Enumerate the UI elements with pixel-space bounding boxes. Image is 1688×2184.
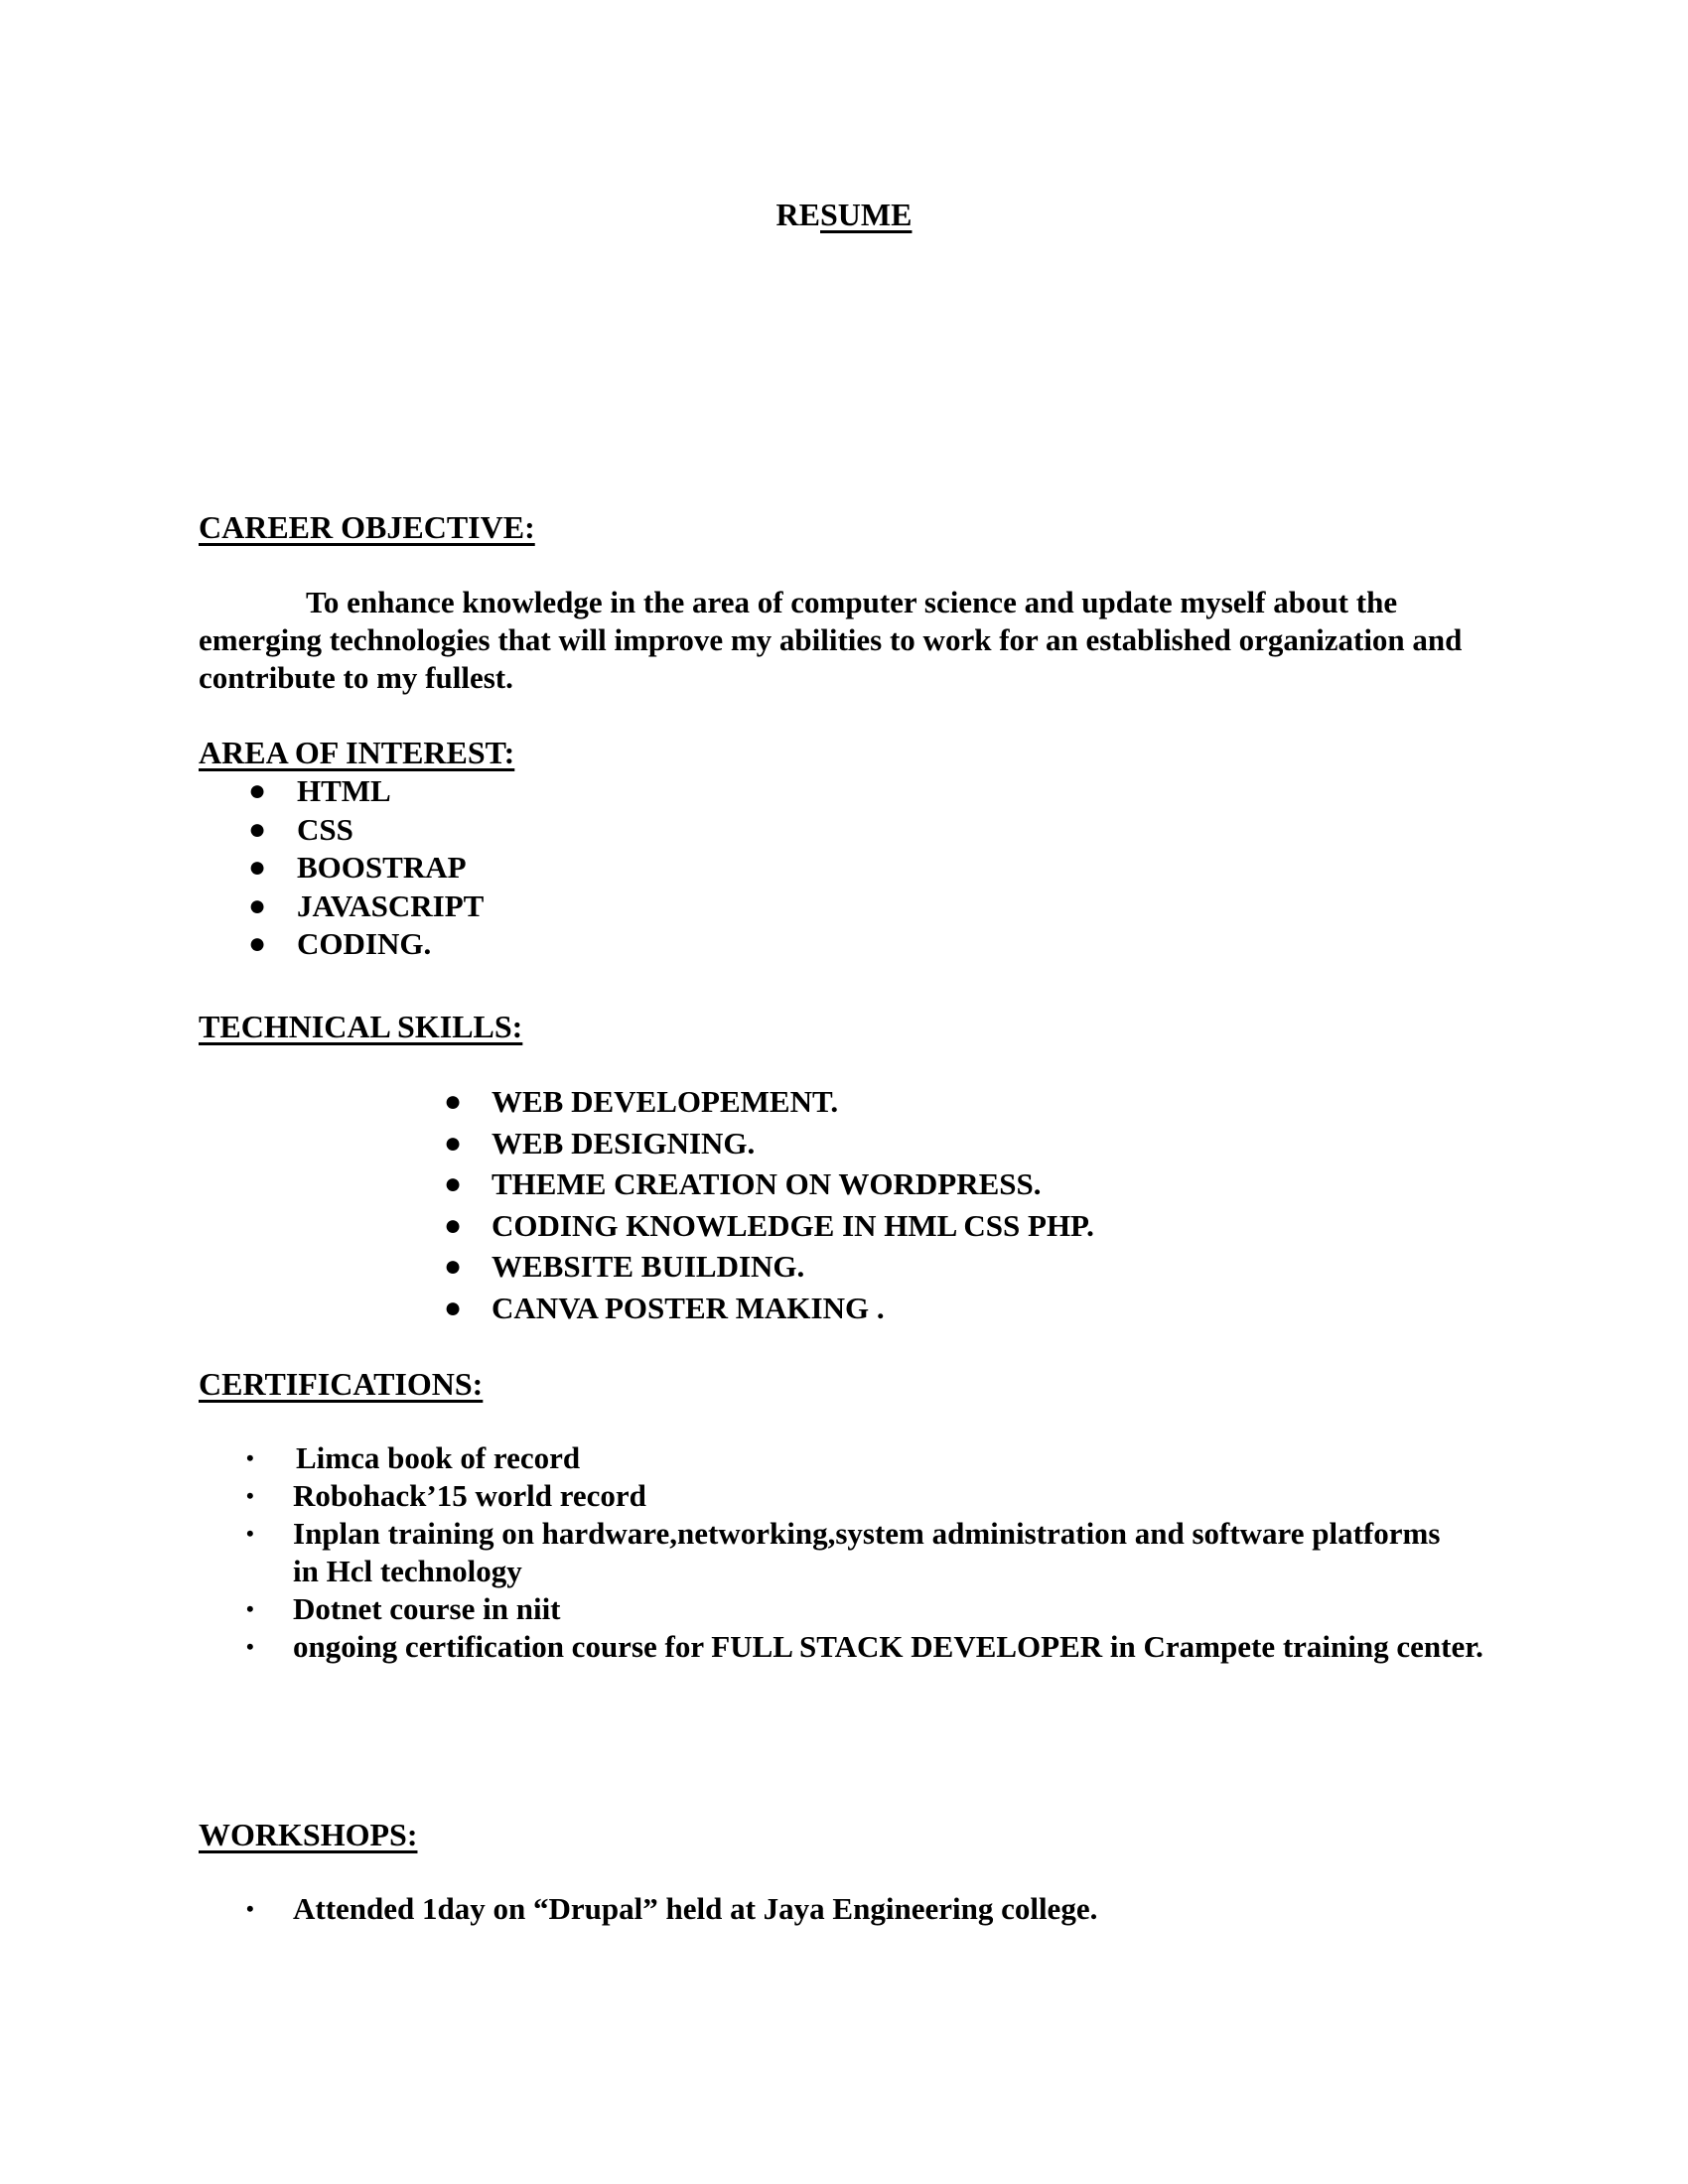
bullet-icon: ●: [248, 812, 267, 846]
list-item: • Attended 1day on “Drupal” held at Jaya Engineering college.: [246, 1891, 1098, 1926]
list-item: ● HTML: [248, 773, 391, 808]
bullet-icon: ●: [248, 851, 267, 884]
certifications-heading: CERTIFICATIONS:: [199, 1366, 484, 1402]
career-objective-text: [199, 584, 1509, 697]
area-of-interest-heading: AREA OF INTEREST:: [199, 735, 515, 770]
bullet-icon: ●: [248, 774, 267, 807]
technical-skills-heading: TECHNICAL SKILLS:: [199, 1009, 523, 1044]
list-item: ● WEB DEVELOPEMENT.: [444, 1082, 1094, 1124]
bullet-icon: ●: [444, 1291, 463, 1324]
list-item: • Limca book of record: [246, 1440, 581, 1475]
list-item: ● BOOSTRAP: [248, 850, 467, 885]
area-of-interest-list: [248, 772, 484, 964]
bullet-icon: •: [246, 1596, 254, 1621]
workshops-list: [246, 1890, 1097, 1928]
certifications-list: [246, 1439, 1517, 1666]
bullet-icon: ●: [248, 927, 267, 960]
list-item: ● JAVASCRIPT: [248, 887, 485, 923]
title-prefix: RE: [775, 197, 820, 232]
bullet-icon: ●: [444, 1208, 463, 1242]
list-item: • Dotnet course in niit: [246, 1591, 561, 1626]
list-item: • Inplan training on hardware,networking,system administration and software platforms in Hcl technology: [246, 1516, 1441, 1588]
bullet-icon: ●: [444, 1085, 463, 1118]
title-underlined: SUME: [820, 197, 913, 232]
workshops-heading: WORKSHOPS:: [199, 1817, 418, 1852]
list-item: ● CSS: [248, 811, 353, 847]
bullet-icon: ●: [444, 1167, 463, 1200]
bullet-icon: •: [246, 1445, 254, 1470]
bullet-icon: ●: [444, 1250, 463, 1283]
bullet-icon: •: [246, 1483, 254, 1508]
list-item: ● WEB DESIGNING.: [444, 1124, 1094, 1165]
list-item: ● CODING.: [248, 926, 432, 961]
bullet-icon: •: [246, 1521, 254, 1546]
list-item: • ongoing certification course for FULL STACK DEVELOPER in Crampete training center.: [246, 1629, 1483, 1664]
bullet-icon: ●: [444, 1126, 463, 1160]
bullet-icon: •: [246, 1634, 254, 1659]
career-objective-body: To enhance knowledge in the area of computer science and update myself about the emerging technologies that will improve my abilities to work for an established organization and contribute to my fullest.: [199, 585, 1463, 695]
bullet-icon: •: [246, 1896, 254, 1921]
list-item: • Robohack’15 world record: [246, 1478, 646, 1513]
list-item: ● CODING KNOWLEDGE IN HML CSS PHP.: [444, 1206, 1094, 1248]
list-item: ● THEME CREATION ON WORDPRESS.: [444, 1164, 1094, 1206]
list-item: ● WEBSITE BUILDING.: [444, 1247, 1094, 1289]
technical-skills-list: [444, 1082, 1094, 1329]
bullet-icon: ●: [248, 888, 267, 922]
page-title: [0, 197, 1688, 233]
list-item: ● CANVA POSTER MAKING .: [444, 1289, 1094, 1330]
career-objective-heading: CAREER OBJECTIVE:: [199, 509, 535, 545]
